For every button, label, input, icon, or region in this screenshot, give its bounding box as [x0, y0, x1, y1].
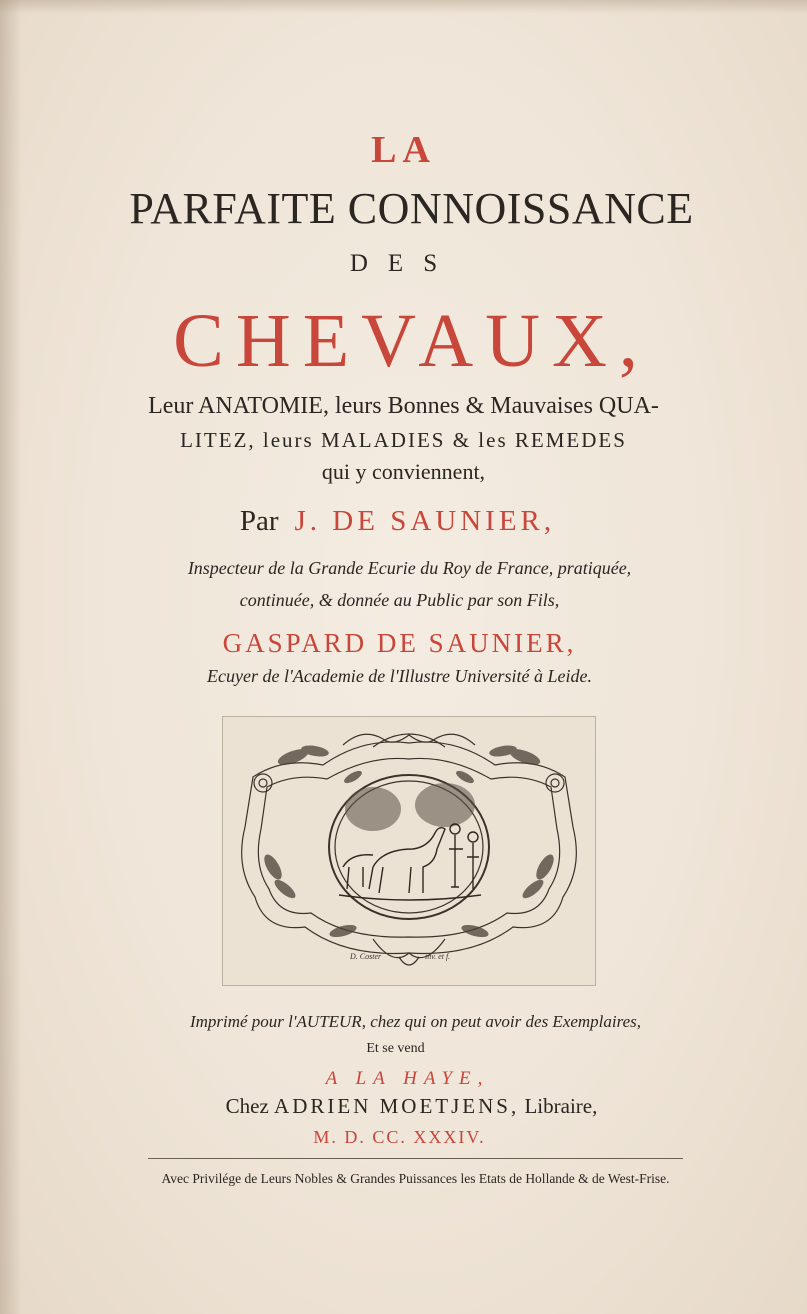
author-par: Par: [239, 505, 279, 537]
author-role-line-1: Inspecteur de la Grande Ecurie du Roy de France, pratiquée,: [187, 558, 632, 578]
imprint-chez: Chez: [225, 1094, 269, 1118]
vignette-signature-left: D. Coster: [350, 952, 382, 961]
title-chevaux: CHEVAUX,: [173, 299, 650, 383]
imprint-place: A LA HAYE,: [325, 1068, 490, 1089]
title-la: LA: [371, 129, 436, 171]
page-top-shadow: [0, 0, 807, 14]
imprint-rule: [148, 1158, 683, 1159]
subtitle-line-1: Leur ANATOMIE, leurs Bonnes & Mauvaises QUA-: [148, 393, 659, 419]
vignette-signature-right: inv. et f.: [425, 952, 451, 961]
title-parfaite-connoissance: PARFAITE CONNOISSANCE: [129, 184, 694, 233]
imprint-publisher: ADRIEN MOETJENS,: [274, 1094, 520, 1118]
imprint-line-1: Imprimé pour l'AUTEUR, chez qui on peut avoir des Exemplaires,: [189, 1012, 642, 1031]
imprint-line-2: Et se vend: [366, 1041, 425, 1056]
subtitle-line-3: qui y conviennent,: [321, 459, 486, 484]
subtitle-line-2: LITEZ, leurs MALADIES & les REMEDES: [180, 428, 627, 452]
imprint-publisher-line: [8, 1094, 807, 1119]
vignette-engraving-image: [223, 717, 595, 985]
engraved-vignette: [222, 716, 596, 986]
son-role: Ecuyer de l'Academie de l'Illustre Université à Leide.: [207, 666, 592, 686]
author-role-line-2: continuée, & donnée au Public par son Fils,: [239, 590, 560, 610]
son-name: GASPARD DE SAUNIER,: [222, 628, 577, 658]
title-des: DES: [349, 250, 458, 277]
imprint-date: M. D. CC. XXXIV.: [313, 1127, 486, 1147]
author-name: J. DE SAUNIER,: [294, 505, 556, 537]
privilege-line: Avec Privilége de Leurs Nobles & Grandes Puissances les Etats de Hollande & de West-Frise.: [161, 1171, 670, 1186]
author-line: [0, 505, 801, 538]
imprint-libraire: Libraire,: [524, 1094, 598, 1118]
